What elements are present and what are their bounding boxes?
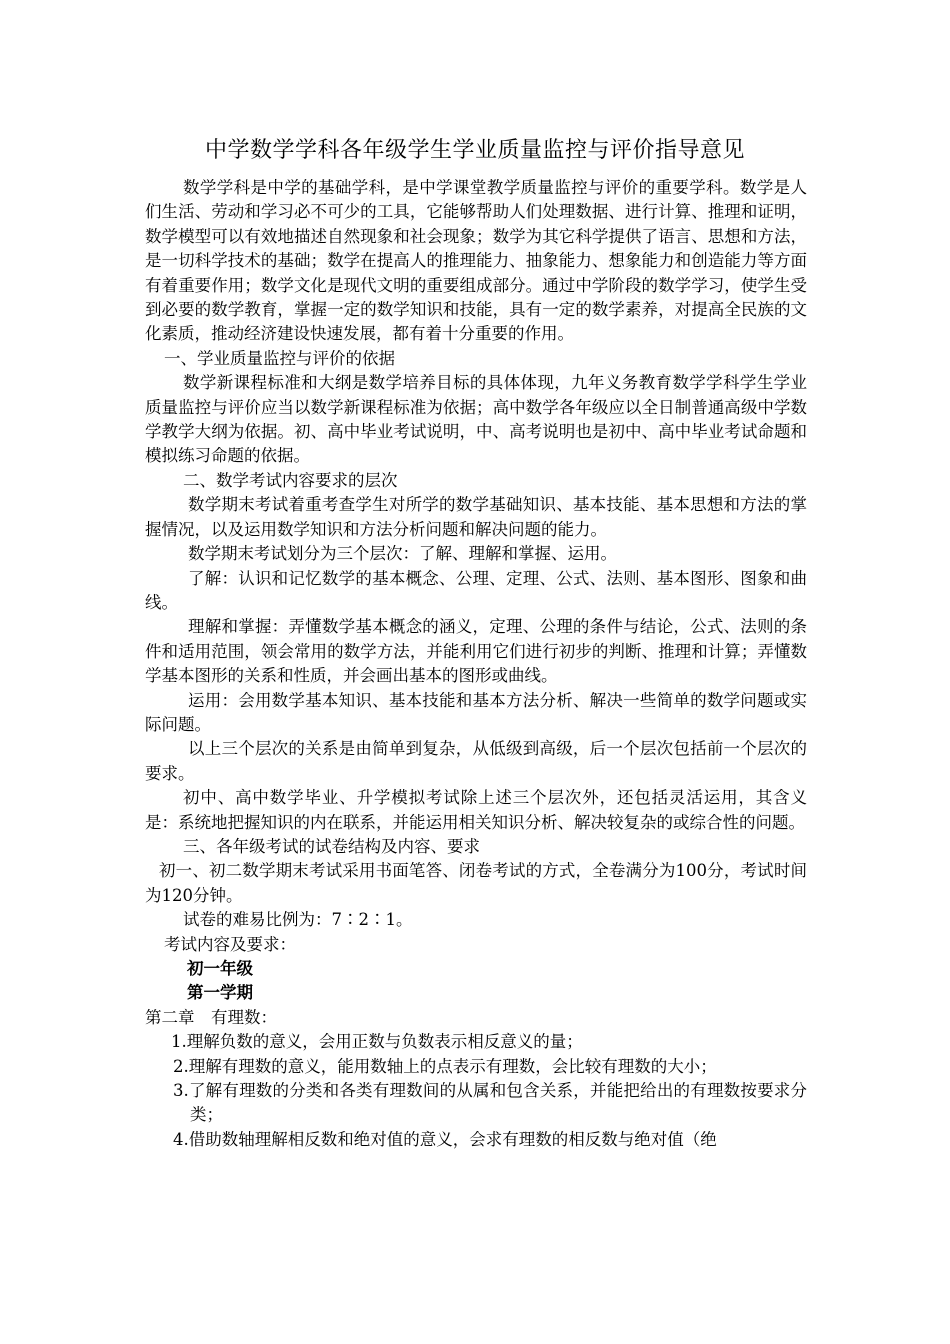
paragraph-content-requirements: 考试内容及要求： xyxy=(164,934,296,954)
paragraph-levels: 数学期末考试划分为三个层次：了解、理解和掌握、运用。 xyxy=(188,544,617,564)
section-heading-1: 一、学业质量监控与评价的依据 xyxy=(164,348,395,368)
paragraph-exam-format: 初一、初二数学期末考试采用书面笔答、闭卷考试的方式，全卷满分为100分，考试时间为120分钟。 xyxy=(145,861,807,905)
chapter-heading: 第二章 有理数： xyxy=(145,1007,277,1027)
list-item: 2.理解有理数的意义，能用数轴上的点表示有理数，会比较有理数的大小； xyxy=(173,1056,717,1076)
intro-paragraph: 数学学科是中学的基础学科，是中学课堂教学质量监控与评价的重要学科。数学是人们生活、劳动和学习必不可少的工具，它能够帮助人们处理数据、进行计算、推理和证明，数学模型可以有效地描述自然现象和社会现象；数学为其它科学提供了语言、思想和方法，是一切科学技术的基础；数学在提高人的推理能力、抽象能力、想象能力和创造能力等方面有着重要作用；数学文化是现代文明的重要组成部分。通过中学阶段的数学学习，使学生受到必要的数学教育，掌握一定的数学知识和技能，具有一定的数学素养，对提高全民族的文化素质，推动经济建设快速发展，都有着十分重要的作用。 xyxy=(145,178,807,344)
paragraph-master: 理解和掌握：弄懂数学基本概念的涵义，定理、公理的条件与结论，公式、法则的条件和适用范围，领会常用的数学方法，并能利用它们进行初步的判断、推理和计算；弄懂数学基本图形的关系和性质，并会画出基本的图形或曲线。 xyxy=(145,617,807,686)
list-item: 3.了解有理数的分类和各类有理数间的从属和包含关系，并能把给出的有理数按要求分类； xyxy=(173,1081,807,1125)
grade-heading: 初一年级 xyxy=(187,959,253,978)
list-item: 4.借助数轴理解相反数和绝对值的意义，会求有理数的相反数与绝对值（绝 xyxy=(173,1129,717,1149)
section-heading-2: 二、数学考试内容要求的层次 xyxy=(183,470,398,490)
paragraph-basis: 数学新课程标准和大纲是数学培养目标的具体体现，九年义务教育数学学科学生学业质量监控与评价应当以数学新课程标准为依据；高中数学各年级应以全日制普通高级中学数学教学大纲为依据。初、高中毕业考试说明，中、高考说明也是初中、高中毕业考试命题和模拟练习命题的依据。 xyxy=(145,373,807,466)
list-item: 1.理解负数的意义，会用正数与负数表示相反意义的量； xyxy=(171,1032,583,1052)
document-body xyxy=(145,176,807,1152)
paragraph-mock-exam: 初中、高中数学毕业、升学模拟考试除上述三个层次外，还包括灵活运用，其含义是：系统地把握知识的内在联系，并能运用相关知识分析、解决较复杂的或综合性的问题。 xyxy=(145,788,807,832)
term-heading: 第一学期 xyxy=(187,983,253,1003)
paragraph-exam-focus: 数学期末考试着重考查学生对所学的数学基础知识、基本技能、基本思想和方法的掌握情况，以及运用数学知识和方法分析问题和解决问题的能力。 xyxy=(145,495,807,539)
paragraph-apply: 运用：会用数学基本知识、基本技能和基本方法分析、解决一些简单的数学问题或实际问题。 xyxy=(145,690,807,734)
section-heading-3: 三、各年级考试的试卷结构及内容、要求 xyxy=(183,836,480,856)
paragraph-understand: 了解：认识和记忆数学的基本概念、公理、定理、公式、法则、基本图形、图象和曲线。 xyxy=(145,568,807,612)
paragraph-relation: 以上三个层次的关系是由简单到复杂，从低级到高级，后一个层次包括前一个层次的要求。 xyxy=(145,739,807,783)
document-title: 中学数学学科各年级学生学业质量监控与评价指导意见 xyxy=(204,138,745,163)
paragraph-difficulty: 试卷的难易比例为：7∶2∶1。 xyxy=(183,910,413,930)
